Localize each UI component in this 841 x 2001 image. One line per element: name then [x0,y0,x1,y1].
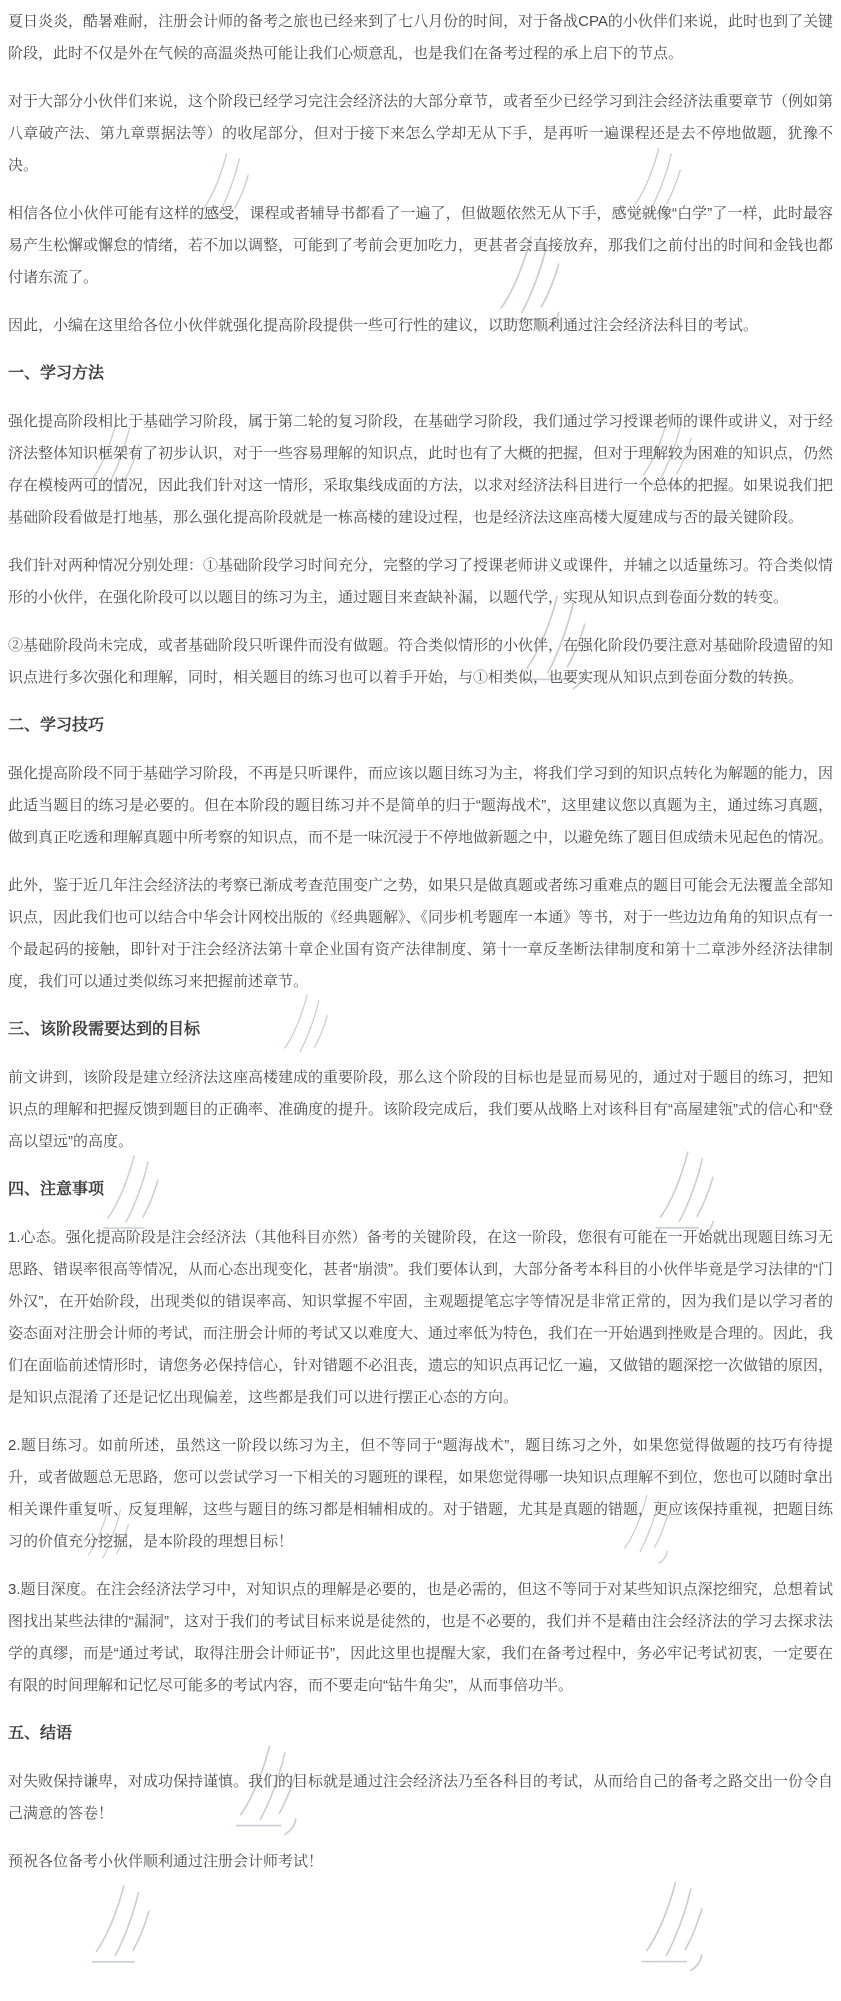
heading-conclusion: 五、结语 [8,1725,73,1742]
paragraph-goals: 前文讲到，该阶段是建立经济法这座高楼建成的重要阶段，那么这个阶段的目标也是显而易见的，通过对于题目的练习，把知识点的理解和把握反馈到题目的正确率、准确度的提升。该阶段完成后，我们要从战略上对该科目有“高屋建瓴”式的信心和“登高以望远”的高度。 [8,1069,834,1150]
paragraph-methods-case2: ②基础阶段尚未完成，或者基础阶段只听课件而没有做题。符合类似情形的小伙伴，在强化阶段仍要注意对基础阶段遗留的知识点进行多次强化和理解，同时，相关题目的练习也可以着手开始，与①相类似，也要实现从知识点到卷面分数的转换。 [8,637,834,686]
paragraph-precaution-practice: 2.题目练习。如前所述，虽然这一阶段以练习为主，但不等同于“题海战术”，题目练习之外，如果您觉得做题的技巧有待提升，或者做题总无思路，您可以尝试学习一下相关的习题班的课程，如果您觉得哪一块知识点理解不到位，您也可以随时拿出相关课件重复听、反复理解，这些与题目的练习都是相辅相成的。对于错题，尤其是真题的错题，更应该保持重视，把题目练习的价值充分挖掘，是本阶段的理想目标！ [8,1437,834,1550]
paragraph-intro-season: 夏日炎炎，酷暑难耐，注册会计师的备考之旅也已经来到了七八月份的时间，对于备战CPA的小伙伴们来说，此时也到了关键阶段，此时不仅是外在气候的高温炎热可能让我们心烦意乱，也是我们在备考过程的承上启下的节点。 [8,13,833,62]
paragraph-precaution-depth: 3.题目深度。在注会经济法学习中，对知识点的理解是必要的，也是必需的，但这不等同于对某些知识点深挖细究，总想着试图找出某些法律的“漏洞”，这对于我们的考试目标来说是徒然的，也是不必要的，我们并不是藉由注会经济法的学习去探求法学的真缪，而是“通过考试，取得注册会计师证书”，因此这里也提醒大家，我们在备考过程中，务必牢记考试初衷，一定要在有限的时间理解和记忆尽可能多的考试内容，而不要走向“钻牛角尖”，从而事倍功半。 [8,1581,833,1694]
paragraph-skills-coverage: 此外，鉴于近几年注会经济法的考察已渐成考查范围变广之势，如果只是做真题或者练习重难点的题目可能会无法覆盖全部知识点，因此我们也可以结合中华会计网校出版的《经典题解》、《同步机考题库一本通》等书，对于一些边边角角的知识点有一个最起码的接触，即针对于注会经济法第十章企业国有资产法律制度、第十一章反垄断法律制度和第十二章涉外经济法律制度，我们可以通过类似练习来把握前述章节。 [8,877,834,990]
heading-stage-goals: 三、该阶段需要达到的目标 [8,1021,201,1038]
paragraph-conclusion: 对失败保持谦卑，对成功保持谨慎。我们的目标就是通过注会经济法乃至各科目的考试，从而给自己的备考之路交出一份令自己满意的答卷！ [8,1773,834,1822]
paragraph-skills-practice: 强化提高阶段不同于基础学习阶段，不再是只听课件，而应该以题目练习为主，将我们学习到的知识点转化为解题的能力，因此适当题目的练习是必要的。但在本阶段的题目练习并不是简单的归于“题海战术”，这里建议您以真题为主，通过练习真题，做到真正吃透和理解真题中所考察的知识点，而不是一味沉浸于不停地做新题之中，以避免练了题目但成绩未见起色的情况。 [8,765,834,846]
paragraph-wishes: 预祝各位备考小伙伴顺利通过注册会计师考试！ [8,1853,324,1870]
paragraph-precaution-mindset: 1.心态。强化提高阶段是注会经济法（其他科目亦然）备考的关键阶段，在这一阶段，您很有可能在一开始就出现题目练习无思路、错误率很高等情况，从而心态出现变化，甚者“崩溃”。我们要体认到，大部分备考本科目的小伙伴毕竟是学习法律的“门外汉”，在开始阶段，出现类似的错误率高、知识掌握不牢固，主观题提笔忘字等情况是非常正常的，因为我们是以学习者的姿态面对注册会计师的考试，而注册会计师的考试又以难度大、通过率低为特色，我们在一开始遇到挫败是合理的。因此，我们在面临前述情形时，请您务必保持信心，针对错题不必沮丧，遗忘的知识点再记忆一遍，又做错的题深挖一次做错的原因，是知识点混淆了还是记忆出现偏差，这些都是我们可以进行摆正心态的方向。 [8,1229,834,1406]
paragraph-intro-progress: 对于大部分小伙伴们来说，这个阶段已经学习完注会经济法的大部分章节，或者至少已经学习到注会经济法重要章节（例如第八章破产法、第九章票据法等）的收尾部分，但对于接下来怎么学却无从下手，是再听一遍课程还是去不停地做题，犹豫不决。 [8,93,834,174]
paragraph-methods-case1: 我们针对两种情况分别处理：①基础阶段学习时间充分，完整的学习了授课老师讲义或课件，并辅之以适量练习。符合类似情形的小伙伴，在强化阶段可以以题目的练习为主，通过题目来查缺补漏，以题代学，实现从知识点到卷面分数的转变。 [8,557,834,606]
paragraph-methods-overview: 强化提高阶段相比于基础学习阶段，属于第二轮的复习阶段，在基础学习阶段，我们通过学习授课老师的课件或讲义，对于经济法整体知识框架有了初步认识，对于一些容易理解的知识点，此时也有了大概的把握，但对于理解较为困难的知识点，仍然存在模棱两可的情况，因此我们针对这一情形，采取集线成面的方法，以求对经济法科目进行一个总体的把握。如果说我们把基础阶段看做是打地基，那么强化提高阶段就是一栋高楼的建设过程，也是经济法这座高楼大厦建成与否的最关键阶段。 [8,413,834,526]
paragraph-intro-purpose: 因此，小编在这里给各位小伙伴就强化提高阶段提供一些可行性的建议，以助您顺利通过注会经济法科目的考试。 [8,317,759,334]
heading-study-skills: 二、学习技巧 [8,717,105,734]
heading-precautions: 四、注意事项 [8,1181,105,1198]
paragraph-intro-feeling: 相信各位小伙伴可能有这样的感受，课程或者辅导书都看了一遍了，但做题依然无从下手，感觉就像“白学”了一样，此时最容易产生松懈或懈怠的情绪，若不加以调整，可能到了考前会更加吃力，更甚者会直接放弃，那我们之前付出的时间和金钱也都付诸东流了。 [8,205,834,286]
heading-study-methods: 一、学习方法 [8,365,105,382]
